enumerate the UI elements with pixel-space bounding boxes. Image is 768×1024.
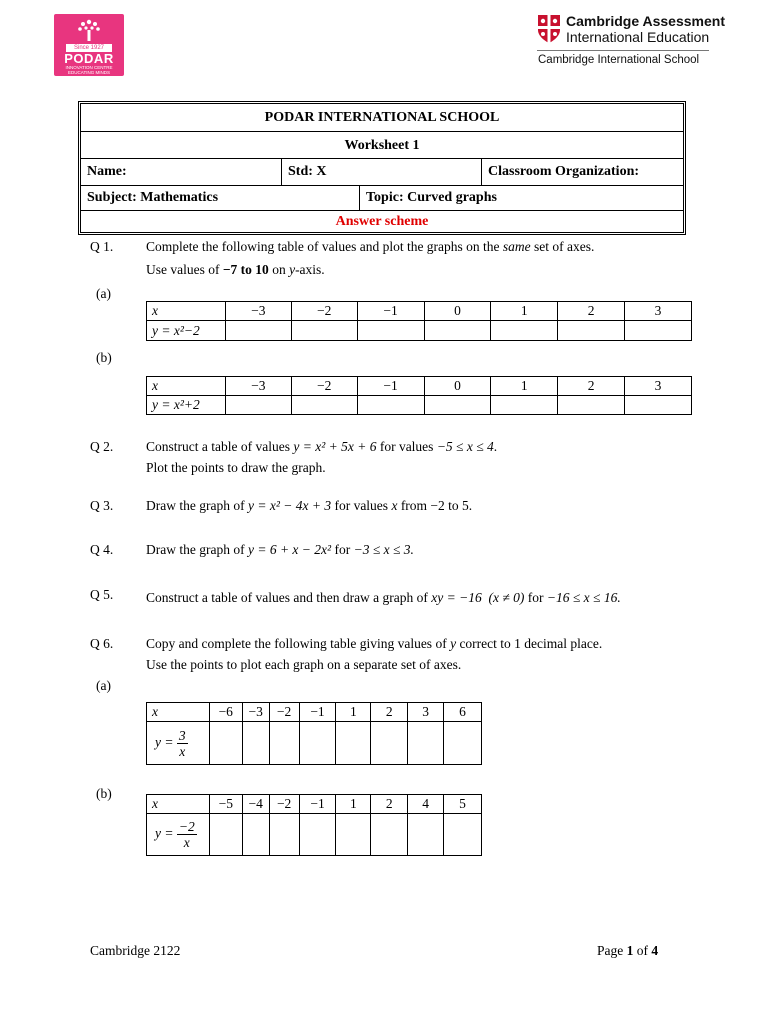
x-cell: 2	[371, 795, 408, 814]
y-cell[interactable]	[371, 814, 408, 856]
x-cell: 0	[424, 377, 491, 396]
q3-text: Draw the graph of y = x² − 4x + 3 for values x from −2 to 5.	[146, 498, 473, 513]
y-header: y = x²+2	[147, 396, 226, 415]
podar-logo	[54, 14, 124, 76]
y-cell[interactable]	[357, 396, 424, 415]
q4-text: Draw the graph of y = 6 + x − 2x² for −3 ≤ x ≤ 3.	[146, 542, 414, 557]
x-cell: 3	[625, 377, 692, 396]
q1b-table	[146, 376, 692, 415]
q6-text: Copy and complete the following table giving values of y correct to 1 decimal place.	[146, 636, 603, 651]
y-cell[interactable]	[299, 814, 336, 856]
table-row	[147, 396, 692, 415]
q1-part-a: (a)	[96, 286, 111, 301]
q2-number: Q 2.	[90, 439, 114, 454]
std-label: Std: X	[281, 159, 481, 185]
y-cell[interactable]	[299, 722, 336, 765]
x-cell: −2	[269, 795, 299, 814]
y-cell[interactable]	[408, 814, 444, 856]
x-cell: −2	[291, 377, 357, 396]
q4-number: Q 4.	[90, 542, 114, 557]
cambridge-subtitle: International Education	[566, 29, 710, 45]
y-header: y = x²−2	[147, 321, 226, 341]
x-cell: −3	[242, 703, 269, 722]
table-row	[147, 703, 482, 722]
y-cell[interactable]	[357, 321, 424, 341]
q6-text-line2: Use the points to plot each graph on a separate set of axes.	[146, 657, 462, 672]
x-cell: 1	[491, 302, 558, 321]
table-row	[147, 321, 692, 341]
x-cell: 6	[444, 703, 482, 722]
x-header: x	[147, 377, 226, 396]
worksheet-header	[78, 101, 686, 235]
y-cell[interactable]	[291, 321, 357, 341]
y-cell[interactable]	[225, 396, 291, 415]
q6a-table	[146, 702, 482, 765]
x-cell: 2	[558, 377, 625, 396]
x-cell: 5	[444, 795, 482, 814]
x-cell: −5	[209, 795, 242, 814]
y-cell[interactable]	[371, 722, 408, 765]
y-cell[interactable]	[491, 396, 558, 415]
x-cell: 2	[371, 703, 408, 722]
classroom-label: Classroom Organization:	[481, 159, 683, 185]
x-cell: 4	[408, 795, 444, 814]
q2-text: Construct a table of values y = x² + 5x + 6 for values −5 ≤ x ≤ 4.	[146, 439, 498, 454]
x-cell: 1	[491, 377, 558, 396]
y-cell[interactable]	[209, 722, 242, 765]
cambridge-school: Cambridge International School	[538, 54, 700, 66]
q1a-table	[146, 301, 692, 341]
q6-number: Q 6.	[90, 636, 114, 651]
name-label: Name:	[87, 164, 127, 179]
x-cell: −1	[299, 795, 336, 814]
y-cell[interactable]	[424, 396, 491, 415]
table-row	[147, 795, 482, 814]
subject-row	[81, 186, 683, 211]
table-row	[147, 377, 692, 396]
cambridge-title: Cambridge Assessment	[566, 13, 725, 29]
y-cell[interactable]	[225, 321, 291, 341]
podar-name: PODAR	[64, 51, 114, 66]
answer-scheme: Answer scheme	[335, 214, 429, 229]
table-row	[147, 722, 482, 765]
q1-text: Complete the following table of values and plot the graphs on the same set of axes.	[146, 239, 595, 254]
x-cell: −4	[242, 795, 269, 814]
worksheet-title: Worksheet 1	[81, 132, 683, 159]
y-cell[interactable]	[269, 814, 299, 856]
topic-label: Topic: Curved graphs	[359, 186, 683, 210]
y-cell[interactable]	[336, 722, 371, 765]
q2-text-line2: Plot the points to draw the graph.	[146, 460, 326, 475]
y-cell[interactable]	[558, 396, 625, 415]
x-cell: −6	[209, 703, 242, 722]
table-row	[147, 302, 692, 321]
y-header: y = $\frac{-2}{x}$	[147, 814, 210, 856]
x-cell: −1	[299, 703, 336, 722]
y-cell[interactable]	[558, 321, 625, 341]
q1-part-b: (b)	[96, 350, 112, 365]
x-cell: −2	[269, 703, 299, 722]
y-cell[interactable]	[336, 814, 371, 856]
tree-icon	[76, 18, 102, 42]
x-cell: −3	[225, 302, 291, 321]
x-header: x	[147, 703, 210, 722]
table-row	[147, 814, 482, 856]
x-cell: 1	[336, 703, 371, 722]
x-header: x	[147, 302, 226, 321]
q6-part-a: (a)	[96, 678, 111, 693]
page-number: Page 1 of 4	[597, 943, 659, 958]
x-cell: 1	[336, 795, 371, 814]
x-cell: 3	[625, 302, 692, 321]
x-cell: −2	[291, 302, 357, 321]
x-cell: −1	[357, 302, 424, 321]
y-cell[interactable]	[625, 396, 692, 415]
q5-number: Q 5.	[90, 587, 114, 602]
name-row	[81, 159, 683, 186]
cambridge-shield-icon	[537, 14, 561, 44]
x-cell: 3	[408, 703, 444, 722]
x-header: x	[147, 795, 210, 814]
y-cell[interactable]	[269, 722, 299, 765]
y-cell[interactable]	[444, 814, 482, 856]
y-cell[interactable]	[491, 321, 558, 341]
y-cell[interactable]	[625, 321, 692, 341]
y-cell[interactable]	[444, 722, 482, 765]
q1-text-line2: Use values of −7 to 10 on y-axis.	[146, 262, 325, 277]
y-cell[interactable]	[242, 814, 269, 856]
y-cell[interactable]	[408, 722, 444, 765]
y-cell[interactable]	[209, 814, 242, 856]
footer-code: Cambridge 2122	[90, 943, 181, 958]
q3-number: Q 3.	[90, 498, 114, 513]
y-cell[interactable]	[291, 396, 357, 415]
x-cell: 0	[424, 302, 491, 321]
divider	[537, 50, 709, 51]
podar-subtitle: INNOVATION CENTRE EDUCATING MINDS	[65, 65, 113, 75]
x-cell: 2	[558, 302, 625, 321]
x-cell: −3	[225, 377, 291, 396]
q5-text: Construct a table of values and then draw a graph of xy = −16 (x ≠ 0) for −16 ≤ x ≤ 16.	[146, 590, 621, 605]
cambridge-logo	[537, 13, 725, 70]
podar-since: Since 1927	[66, 44, 112, 52]
y-cell[interactable]	[424, 321, 491, 341]
y-cell[interactable]	[242, 722, 269, 765]
y-header: y = $\frac{3}{x}$	[147, 722, 210, 765]
q1-number: Q 1.	[90, 239, 114, 254]
q6-part-b: (b)	[96, 786, 112, 801]
school-name: PODAR INTERNATIONAL SCHOOL	[81, 104, 683, 132]
x-cell: −1	[357, 377, 424, 396]
q6b-table	[146, 794, 482, 856]
subject-label: Subject: Mathematics	[87, 190, 219, 205]
